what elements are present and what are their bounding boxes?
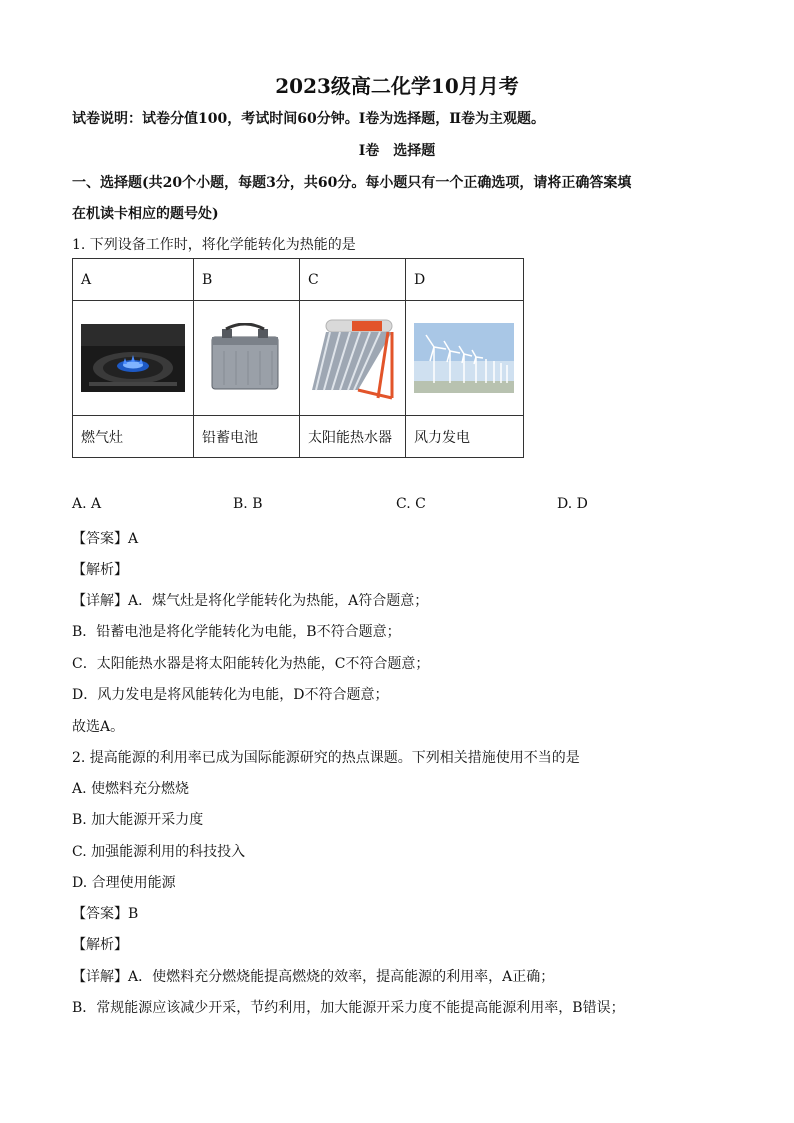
q2-answer: 【答案】B xyxy=(72,906,139,922)
name-cell-a: 燃气灶 xyxy=(73,416,194,458)
image-cell-d xyxy=(406,301,524,416)
image-cell-c xyxy=(300,301,406,416)
q2-option-a: A. 使燃料充分燃烧 xyxy=(72,781,190,797)
choice-b: B. B xyxy=(233,496,263,512)
part-heading-line2: 在机读卡相应的题号处) xyxy=(72,206,219,222)
q1-analysis-label: 【解析】 xyxy=(72,562,128,578)
q2-detail-line: 【详解】A．使燃料充分燃烧能提高燃烧的效率，提高能源的利用率，A正确； xyxy=(72,969,555,985)
section-title: Ⅰ卷 选择题 xyxy=(358,143,436,159)
q2-option-b: B. 加大能源开采力度 xyxy=(72,812,204,828)
q2-detail-line: B．常规能源应该减少开采，节约利用，加大能源开采力度不能提高能源利用率，B错误； xyxy=(72,1000,625,1016)
q1-detail-line: 故选A。 xyxy=(72,719,125,735)
choice-d: D. D xyxy=(557,496,588,512)
q1-detail-line: B．铅蓄电池是将化学能转化为电能，B不符合题意； xyxy=(72,624,401,640)
name-cell-b: 铅蓄电池 xyxy=(194,416,300,458)
header-cell-a: A xyxy=(73,259,194,301)
gas-stove-image xyxy=(81,324,185,392)
header-cell-d: D xyxy=(406,259,524,301)
choice-c: C. C xyxy=(396,496,426,512)
exam-instructions: 试卷说明：试卷分值100，考试时间60分钟。Ⅰ卷为选择题，Ⅱ卷为主观题。 xyxy=(72,111,546,127)
solar-water-heater-image xyxy=(308,314,396,402)
q1-detail-line: D．风力发电是将风能转化为电能，D不符合题意； xyxy=(72,687,389,703)
table-image-row xyxy=(73,301,524,416)
name-cell-c: 太阳能热水器 xyxy=(300,416,406,458)
question-1-stem: 1. 下列设备工作时，将化学能转化为热能的是 xyxy=(72,237,356,253)
q2-option-c: C. 加强能源利用的科技投入 xyxy=(72,844,246,860)
q2-analysis-label: 【解析】 xyxy=(72,937,128,953)
part-heading-line1: 一、选择题(共20个小题，每题3分，共60分。每小题只有一个正确选项，请将正确答案填 xyxy=(72,175,632,191)
q2-option-d: D. 合理使用能源 xyxy=(72,875,176,891)
image-cell-a xyxy=(73,301,194,416)
header-cell-c: C xyxy=(300,259,406,301)
question-1-options-table xyxy=(72,258,524,458)
q1-detail-line: C．太阳能热水器是将太阳能转化为热能，C不符合题意； xyxy=(72,656,430,672)
table-header-row xyxy=(73,259,524,301)
q1-answer: 【答案】A xyxy=(72,531,139,547)
lead-acid-battery-image xyxy=(202,323,288,393)
question-2-stem: 2. 提高能源的利用率已成为国际能源研究的热点课题。下列相关措施使用不当的是 xyxy=(72,750,580,766)
table-name-row xyxy=(73,416,524,458)
choice-a: A. A xyxy=(72,496,102,512)
wind-turbines-image xyxy=(414,323,514,393)
header-cell-b: B xyxy=(194,259,300,301)
q1-detail-line: 【详解】A．煤气灶是将化学能转化为热能，A符合题意； xyxy=(72,593,429,609)
image-cell-b xyxy=(194,301,300,416)
page-title: 2023级高二化学10月月考 xyxy=(275,74,519,98)
name-cell-d: 风力发电 xyxy=(406,416,524,458)
